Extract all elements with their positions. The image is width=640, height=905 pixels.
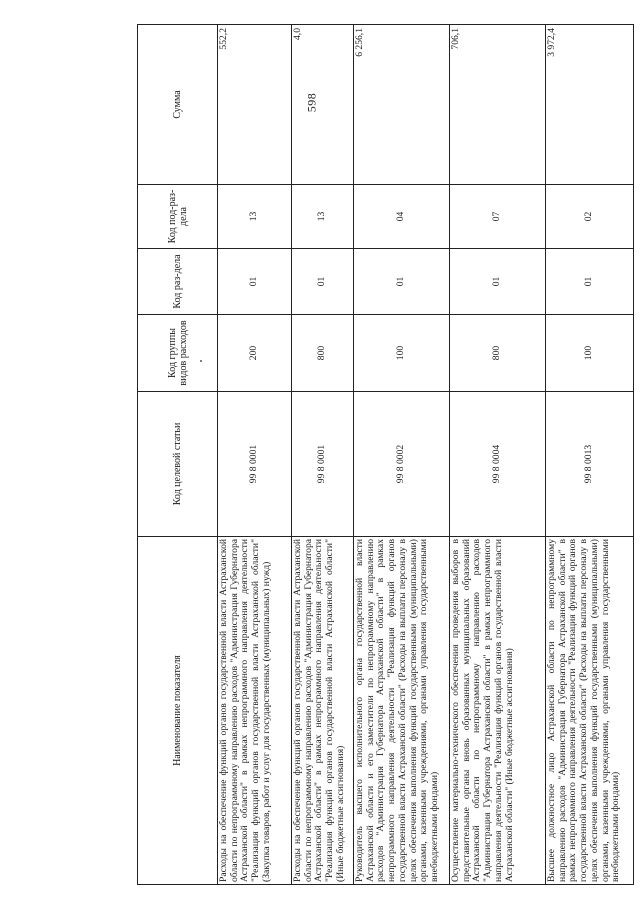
header-name: Наименование показателя [138, 537, 218, 885]
table-row [218, 25, 292, 885]
expenditure-table [137, 24, 634, 885]
header-expense-group-code: Код группы видов расходов [138, 315, 218, 392]
row-name: Осуществление материально-технического обеспечения проведения выборов в представительные органы вновь образованных муниципальных образований Астраханской области по непрограммному направлению расходов "Администрация Губернатора Астраханской области" в рамках непрограммного направления деятельности "Реализация функций органов государственной власти Астраханской области" (Иные бюджетные ассигнования) [450, 537, 546, 885]
row-name: Высшее должностное лицо Астраханской области по непрограммному направлению расходов "Администрация Губернатора Астраханской области" в рамках непрограммного направления деятельности "Реализация функций органов государственной власти Астраханской области" (Расходы на выплаты персоналу в целях обеспечения выполнения функций государственными (муниципальными) органами, казенными учреждениями, органами управления государственными внебюджетными фондами) [546, 537, 634, 885]
row-target-code: 99 8 0001 [218, 392, 292, 537]
header-amount: Сумма [138, 25, 218, 185]
header-target-code: Код целевой статьи [138, 392, 218, 537]
row-target-code: 99 8 0013 [546, 392, 634, 537]
row-expense-group-code: 200 [218, 315, 292, 392]
row-amount: 6 256,1 [354, 25, 450, 185]
row-target-code: 99 8 0001 [292, 392, 354, 537]
row-name: Руководитель высшего исполнительного органа государственной власти Астраханской области и его заместители по непрограммному направлению расходов "Администрация Губернатора Астраханской области" в рамках непрограммного направления деятельности "Реализация функций органов государственной власти Астраханской области" (Расходы на выплаты персоналу в целях обеспечения выполнения функций государственными (муниципальными) органами, казенными учреждениями, органами управления государственными внебюджетными фондами) [354, 537, 450, 885]
header-subsection-code: Код под-раз-дела [138, 185, 218, 249]
row-target-code: 99 8 0004 [450, 392, 546, 537]
row-section-code: 01 [354, 249, 450, 315]
row-subsection-code: 13 [218, 185, 292, 249]
row-subsection-code: 04 [354, 185, 450, 249]
row-amount: 706,1 [450, 25, 546, 185]
row-subsection-code: 07 [450, 185, 546, 249]
row-amount: 552,2 [218, 25, 292, 185]
row-expense-group-code: 800 [450, 315, 546, 392]
row-amount: 3 972,4 [546, 25, 634, 185]
row-subsection-code: 13 [292, 185, 354, 249]
row-section-code: 01 [218, 249, 292, 315]
row-subsection-code: 02 [546, 185, 634, 249]
table-row [354, 25, 450, 885]
row-amount: 4,0 [292, 25, 354, 185]
row-section-code: 01 [292, 249, 354, 315]
row-section-code: 01 [450, 249, 546, 315]
row-expense-group-code: 100 [546, 315, 634, 392]
table-row [292, 25, 354, 885]
table-header-row [138, 25, 218, 885]
row-expense-group-code: 100 [354, 315, 450, 392]
row-target-code: 99 8 0002 [354, 392, 450, 537]
page-number: 598 [304, 92, 319, 113]
row-section-code: 01 [546, 249, 634, 315]
row-expense-group-code: 800 [292, 315, 354, 392]
header-section-code: Код раз-дела [138, 249, 218, 315]
rotated-table-container [137, 25, 622, 885]
row-name: Расходы на обеспечение функций органов государственной власти Астраханской области по непрограммному направлению расходов "Администрация Губернатора Астраханской области" в рамках непрограммного направления деятельности "Реализация функций органов государственной власти Астраханской области" (Иные бюджетные ассигнования) [292, 537, 354, 885]
row-name: Расходы на обеспечение функций органов государственной власти Астраханской области по непрограммному направлению расходов "Администрация Губернатора Астраханской области" в рамках непрограммного направления деятельности "Реализация функций органов государственной власти Астраханской области" (Закупка товаров, работ и услуг для государственных (муниципальных) нужд) [218, 537, 292, 885]
table-row [450, 25, 546, 885]
table-row [546, 25, 634, 885]
